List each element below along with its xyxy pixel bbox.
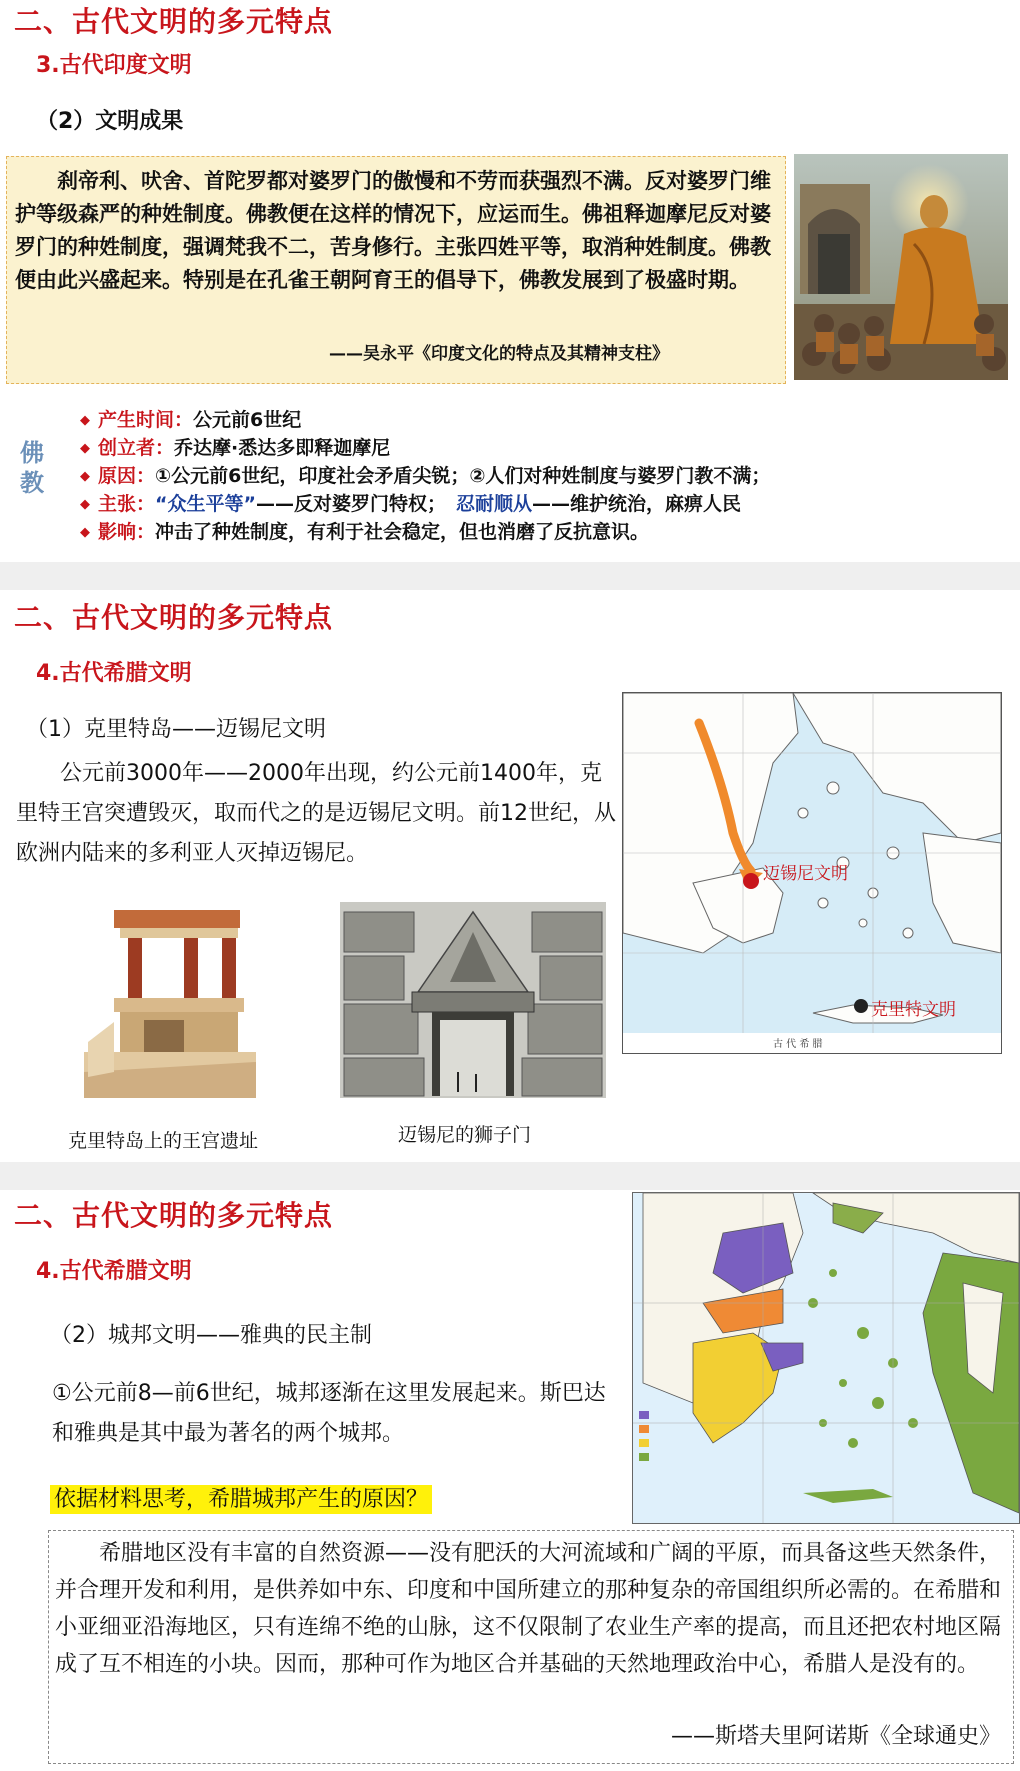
part-title: （2）城邦文明——雅典的民主制 — [50, 1323, 372, 1348]
bullet-value: 冲击了种姓制度，有利于社会稳定，但也消磨了反抗意识。 — [155, 521, 650, 543]
sub-title: 4.古代希腊文明 — [36, 1259, 192, 1284]
caption-lion-gate: 迈锡尼的狮子门 — [398, 1124, 532, 1146]
side-label-buddhism: 佛教 — [20, 439, 44, 497]
slide-greece-citystate — [0, 1190, 1020, 1771]
buddha-painting — [794, 154, 1008, 380]
quote-source: ——斯塔夫里阿诺斯《全球通史》 — [670, 1724, 1001, 1749]
bullet-value: ——反对婆罗门特权； — [256, 493, 447, 515]
bullet-time — [80, 406, 301, 434]
bullet-key: 创立者： — [98, 437, 175, 459]
bullet-key: 影响： — [98, 521, 156, 543]
part-title: （2）文明成果 — [36, 109, 184, 134]
bullet-key: 原因： — [98, 465, 156, 487]
main-title: 二、古代文明的多元特点 — [14, 601, 334, 634]
diamond-icon: ◆ — [80, 441, 90, 456]
diamond-icon: ◆ — [80, 525, 90, 540]
bullet-value: 公元前6世纪 — [193, 409, 302, 431]
map-label-mycenae: 迈锡尼文明 — [763, 864, 848, 884]
quote-text: 刹帝利、吠舍、首陀罗都对婆罗门的傲慢和不劳而获强烈不满。反对婆罗门维护等级森严的种姓制度。佛教便在这样的情况下，应运而生。佛祖释迦摩尼反对婆罗门的种姓制度，强调梵我不二，苦身修行。主张四姓平等，取消种姓制度。佛教便由此兴盛起来。特别是在孔雀王朝阿育王的倡导下，佛教发展到了极盛时期。 — [15, 169, 771, 292]
part-title: （1）克里特岛——迈锡尼文明 — [26, 717, 326, 742]
main-title: 二、古代文明的多元特点 — [14, 1199, 334, 1232]
question-text: 依据材料思考，希腊城邦产生的原因？ — [50, 1485, 432, 1514]
quote-source: ——吴永平《印度文化的特点及其精神支柱》 — [329, 344, 669, 364]
body-text: ①公元前8—前6世纪，城邦逐渐在这里发展起来。斯巴达和雅典是其中最为著名的两个城邦。 — [52, 1381, 606, 1446]
quote-box — [6, 156, 786, 384]
question-highlight — [50, 1482, 432, 1513]
sub-title: 3.古代印度文明 — [36, 53, 192, 78]
crete-palace-photo — [84, 902, 256, 1098]
main-title: 二、古代文明的多元特点 — [14, 5, 334, 38]
quote-box — [48, 1530, 1014, 1764]
bullet-value: 乔达摩·悉达多即释迦摩尼 — [174, 437, 391, 459]
map-footer: 古 代 希 腊 — [773, 1039, 823, 1050]
bullet-cause — [80, 462, 770, 490]
slide-india — [0, 0, 1020, 562]
map-label-crete: 克里特文明 — [871, 1000, 956, 1020]
bullet-key: 主张： — [98, 493, 156, 515]
caption-crete-palace: 克里特岛上的王宫遗址 — [68, 1130, 259, 1152]
diamond-icon: ◆ — [80, 469, 90, 484]
diamond-icon: ◆ — [80, 413, 90, 428]
bullet-claim — [80, 490, 741, 518]
quote-text: 希腊地区没有丰富的自然资源——没有肥沃的大河流域和广阔的平原，而具备这些天然条件，并合理开发和利用，是供养如中东、印度和中国所建立的那种复杂的帝国组织所必需的。在希腊和小亚细亚沿海地区，只有连绵不绝的山脉，这不仅限制了农业生产率的提高，而且还把农村地区隔成了互不相连的小块。因而，那种可作为地区合并基础的天然地理政治中心，希腊人是没有的。 — [55, 1541, 1002, 1677]
bullet-impact — [80, 518, 649, 546]
slide-greece-crete — [0, 590, 1020, 1162]
citystate-map — [632, 1192, 1020, 1524]
bullet-value: ——维护统治，麻痹人民 — [532, 493, 742, 515]
bullet-value: ①公元前6世纪，印度社会矛盾尖锐；②人们对种姓制度与婆罗门教不满； — [155, 465, 771, 487]
body-text: 公元前3000年——2000年出现，约公元前1400年，克里特王宫突遭毁灭，取而代之的是迈锡尼文明。前12世纪，从欧洲内陆来的多利亚人灭掉迈锡尼。 — [16, 761, 616, 866]
bullet-emphasis: 忍耐顺从 — [456, 493, 533, 515]
sub-title: 4.古代希腊文明 — [36, 661, 192, 686]
bullet-founder — [80, 434, 390, 462]
diamond-icon: ◆ — [80, 497, 90, 512]
bullet-key: 产生时间： — [98, 409, 194, 431]
bullet-emphasis: “众生平等” — [155, 493, 256, 515]
lion-gate-photo — [340, 902, 606, 1098]
greece-map — [622, 692, 1002, 1054]
